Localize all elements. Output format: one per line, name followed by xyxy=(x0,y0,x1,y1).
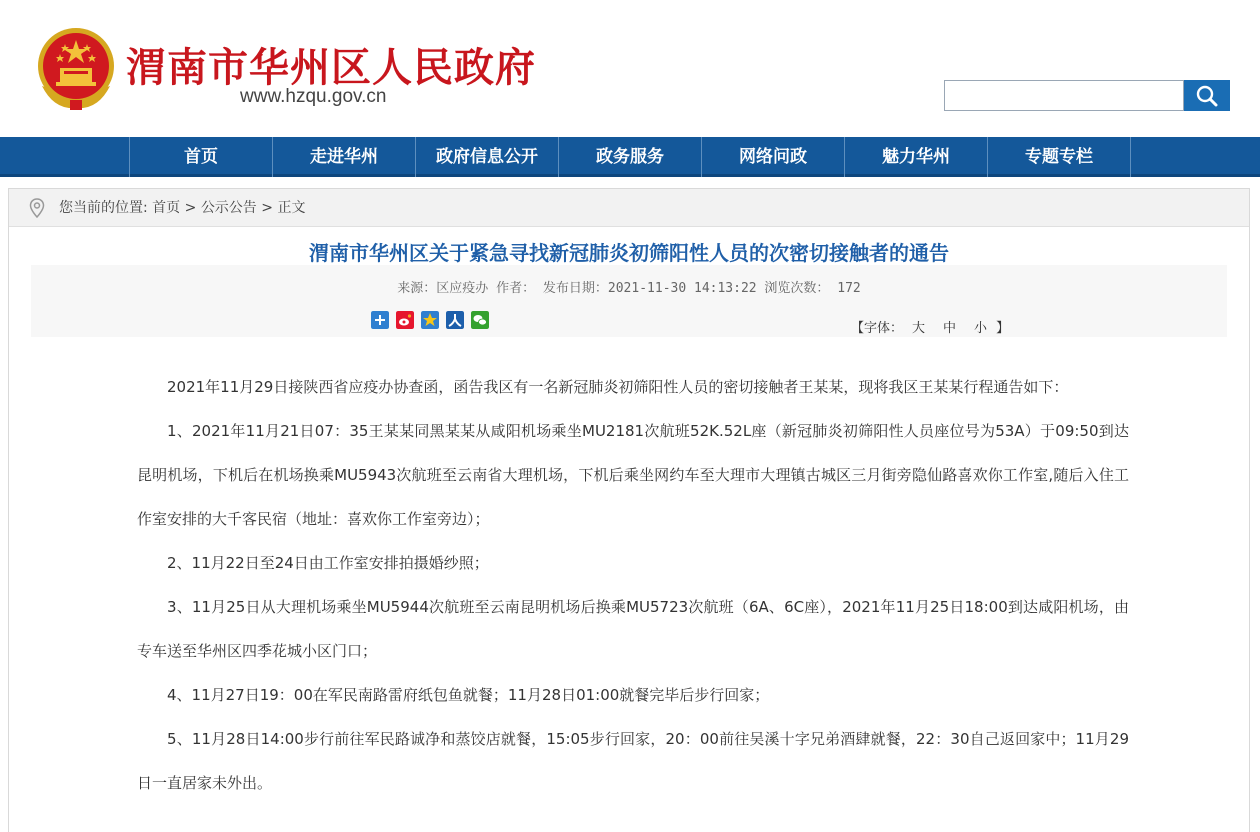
wechat-icon[interactable] xyxy=(471,311,489,329)
share-plus-icon[interactable] xyxy=(371,311,389,329)
breadcrumb-current: 正文 xyxy=(277,200,306,216)
article-meta: 来源：区应疫办 作者： 发布日期：2021-11-30 14:13:22 浏览次数： 172 xyxy=(397,281,861,296)
breadcrumb-prefix: 您当前的位置: xyxy=(59,200,148,216)
location-pin-icon xyxy=(29,198,45,218)
nav-item-services[interactable]: 政务服务 xyxy=(596,147,664,167)
font-size-label: 【字体： xyxy=(851,321,904,336)
font-size-small-button[interactable]: 小 xyxy=(974,321,988,336)
breadcrumb xyxy=(9,189,1249,227)
content-frame xyxy=(8,188,1250,832)
main-nav xyxy=(0,137,1260,177)
article-paragraph: 1、2021年11月21日07：35王某某同黑某某从咸阳机场乘坐MU2181次航班52K.52L座（新冠肺炎初筛阳性人员座位号为53A）于09:50到达昆明机场，下机后在机场换乘MU5943次航班至云南省大理机场，下机后乘坐网约车至大理市大理镇古城区三月街旁隐仙路喜欢你工作室,随后入住工作室安排的大千客民宿（地址：喜欢你工作室旁边）； xyxy=(137,422,1129,528)
search-button[interactable] xyxy=(1184,80,1230,111)
font-size-medium-button[interactable]: 中 xyxy=(943,321,957,336)
nav-item-inquiry[interactable]: 网络问政 xyxy=(739,147,807,167)
font-size-end: 】 xyxy=(996,321,1010,336)
nav-item-topics[interactable]: 专题专栏 xyxy=(1025,147,1093,167)
article-paragraph: 2021年11月29日接陕西省应疫办协查函，函告我区有一名新冠肺炎初筛阳性人员的密切接触者王某某，现将我区王某某行程通告如下： xyxy=(167,378,1069,396)
font-size-control xyxy=(851,317,1009,336)
article-paragraph: 3、11月25日从大理机场乘坐MU5944次航班至云南昆明机场后换乘MU5723次航班（6A、6C座），2021年11月25日18:00到达咸阳机场，由专车送至华州区四季花城小区门口； xyxy=(137,598,1129,660)
breadcrumb-separator: > xyxy=(261,200,273,216)
breadcrumb-trail xyxy=(59,189,305,227)
nav-divider xyxy=(1130,137,1131,177)
breadcrumb-home-link[interactable]: 首页 xyxy=(152,200,181,216)
article-meta-area xyxy=(31,265,1227,337)
nav-item-home[interactable]: 首页 xyxy=(184,147,218,167)
article-title: 渭南市华州区关于紧急寻找新冠肺炎初筛阳性人员的次密切接触者的通告 xyxy=(309,241,949,265)
site-url: www.hzqu.gov.cn xyxy=(240,86,387,107)
breadcrumb-notices-link[interactable]: 公示公告 xyxy=(200,200,257,216)
article-paragraph: 5、11月28日14:00步行前往军民路诚净和蒸饺店就餐，15:05步行回家，20：00前往吴溪十字兄弟酒肆就餐，22：30自己返回家中；11月29日一直居家未外出。 xyxy=(137,730,1129,792)
national-emblem-icon[interactable] xyxy=(34,26,118,112)
article-paragraph: 2、11月22日至24日由工作室安排拍摄婚纱照； xyxy=(167,554,489,572)
nav-item-gov-info[interactable]: 政府信息公开 xyxy=(436,147,538,167)
nav-item-about[interactable]: 走进华州 xyxy=(310,147,378,167)
renren-icon[interactable] xyxy=(446,311,464,329)
weibo-icon[interactable] xyxy=(396,311,414,329)
qzone-icon[interactable] xyxy=(421,311,439,329)
font-size-large-button[interactable]: 大 xyxy=(912,321,926,336)
site-title: 渭南市华州区人民政府 xyxy=(126,44,536,91)
breadcrumb-separator: > xyxy=(184,200,197,216)
site-header xyxy=(0,0,1260,137)
article-body xyxy=(137,365,1129,805)
article-paragraph: 4、11月27日19：00在军民南路雷府纸包鱼就餐；11月28日01:00就餐完毕后步行回家； xyxy=(167,686,770,704)
search-input[interactable] xyxy=(944,80,1184,111)
search-icon xyxy=(1196,85,1218,107)
nav-item-charm[interactable]: 魅力华州 xyxy=(882,147,950,167)
